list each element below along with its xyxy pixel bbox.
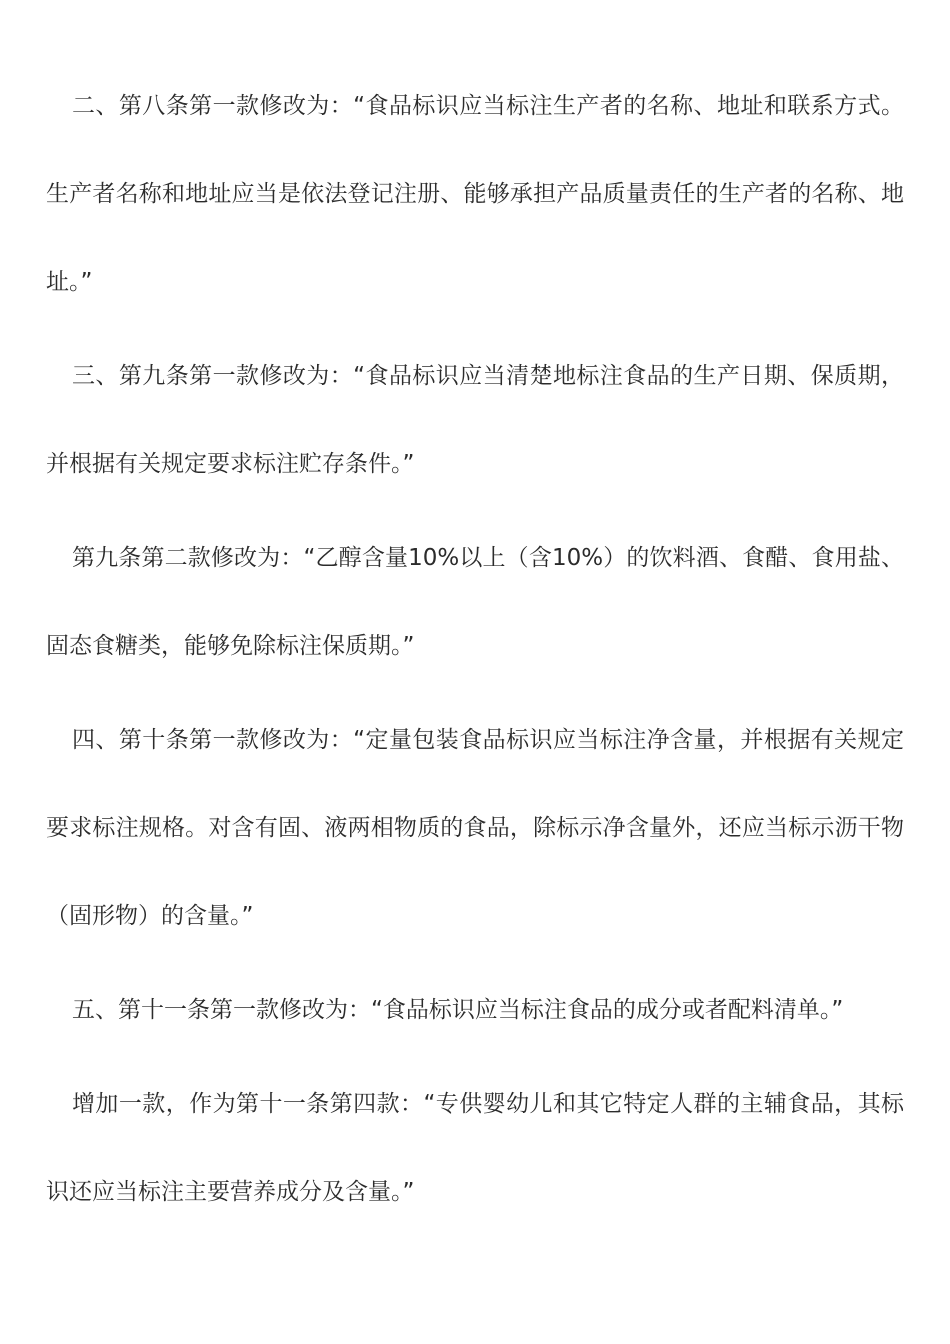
paragraph-article-10: 四、第十条第一款修改为：“定量包装食品标识应当标注净含量，并根据有关规定要求标注规格。对含有固、液两相物质的食品，除标示净含量外，还应当标示沥干物（固形物）的含量。”: [46, 727, 904, 929]
paragraph-article-8: 二、第八条第一款修改为：“食品标识应当标注生产者的名称、地址和联系方式。生产者名称和地址应当是依法登记注册、能够承担产品质量责任的生产者的名称、地址。”: [46, 93, 904, 295]
paragraph-article-9-clause-1: 三、第九条第一款修改为：“食品标识应当清楚地标注食品的生产日期、保质期，并根据有关规定要求标注贮存条件。”: [46, 363, 904, 477]
paragraph-article-11-clause-4: 增加一款，作为第十一条第四款：“专供婴幼儿和其它特定人群的主辅食品，其标识还应当标注主要营养成分及含量。”: [46, 1091, 904, 1205]
paragraph-article-9-clause-2: 第九条第二款修改为：“乙醇含量10%以上（含10%）的饮料酒、食醋、食用盐、固态食糖类，能够免除标注保质期。”: [46, 545, 904, 659]
paragraph-article-11-clause-1: 五、第十一条第一款修改为：“食品标识应当标注食品的成分或者配料清单。”: [72, 997, 844, 1023]
document-body: [46, 62, 904, 1242]
